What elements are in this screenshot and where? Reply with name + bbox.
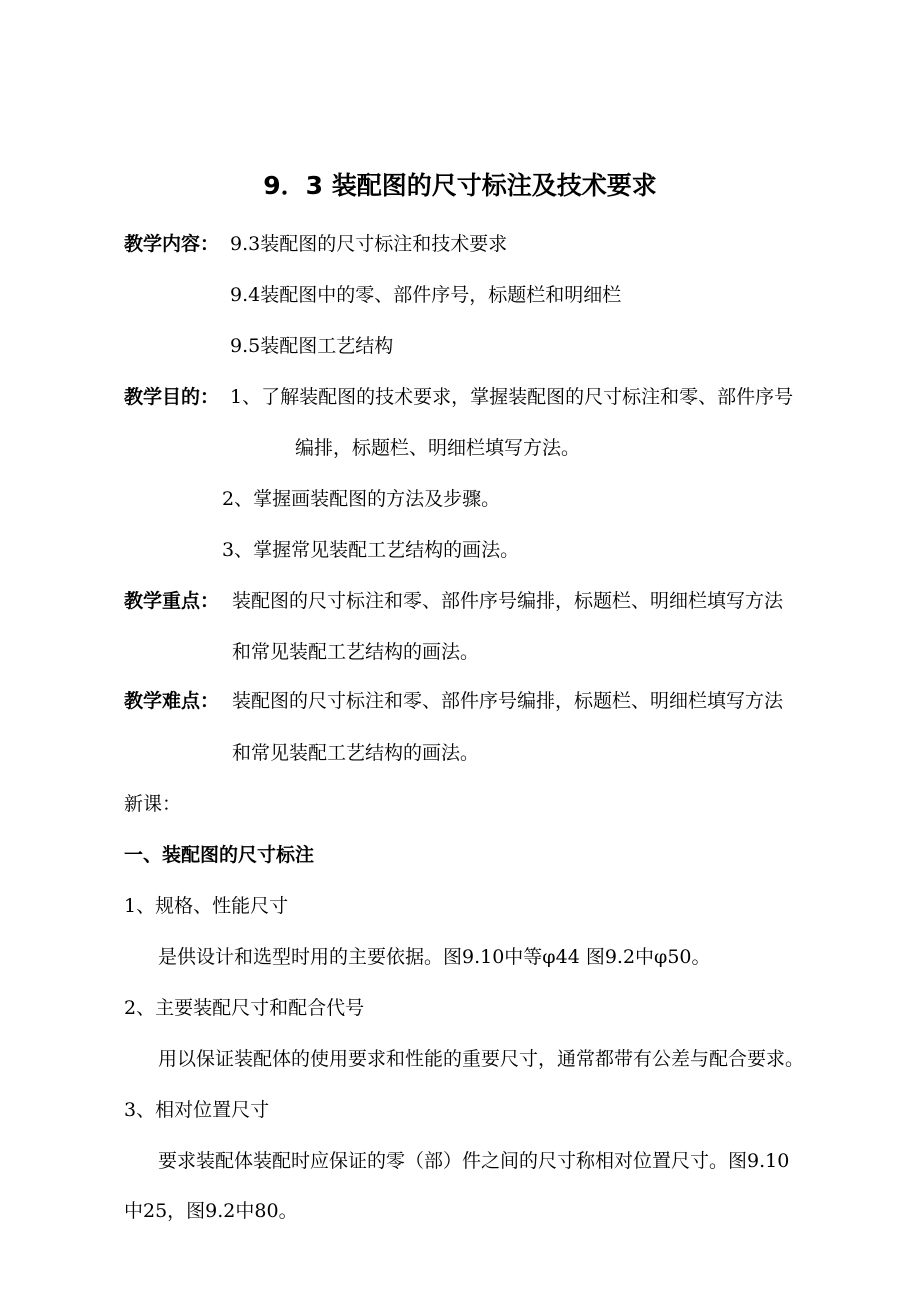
- teaching-goal-item-1-cont: 编排，标题栏、明细栏填写方法。: [295, 437, 581, 459]
- subsection-heading-1: 1、规格、性能尺寸: [124, 895, 289, 917]
- teaching-content-item-3: 9.5装配图工艺结构: [230, 335, 394, 357]
- difficulties-label: 教学难点：: [124, 690, 220, 712]
- section-heading: 一、装配图的尺寸标注: [124, 844, 315, 866]
- page-title: 9．3 装配图的尺寸标注及技术要求: [263, 171, 657, 200]
- subsection-text-3: 要求装配体装配时应保证的零（部）件之间的尺寸称相对位置尺寸。图9.10: [158, 1150, 790, 1172]
- key-points-line-2: 和常见装配工艺结构的画法。: [232, 641, 480, 663]
- subsection-heading-3: 3、相对位置尺寸: [124, 1099, 270, 1121]
- subsection-text-2: 用以保证装配体的使用要求和性能的重要尺寸，通常都带有公差与配合要求。: [158, 1048, 805, 1070]
- difficulties-line-2: 和常见装配工艺结构的画法。: [232, 742, 480, 764]
- new-lesson-label: 新课：: [124, 793, 182, 815]
- subsection-heading-2: 2、主要装配尺寸和配合代号: [124, 997, 365, 1019]
- key-points-line-1: 装配图的尺寸标注和零、部件序号编排，标题栏、明细栏填写方法: [232, 590, 784, 612]
- teaching-content-item-2: 9.4装配图中的零、部件序号，标题栏和明细栏: [230, 284, 622, 306]
- teaching-goal-item-3: 3、掌握常见装配工艺结构的画法。: [222, 539, 520, 561]
- teaching-goal-label: 教学目的：: [124, 386, 220, 408]
- key-points-label: 教学重点：: [124, 590, 220, 612]
- teaching-goal-item-1: 1、了解装配图的技术要求，掌握装配图的尺寸标注和零、部件序号: [230, 386, 794, 408]
- teaching-content-item-1: 9.3装配图的尺寸标注和技术要求: [230, 233, 508, 255]
- teaching-content-label: 教学内容：: [124, 233, 220, 255]
- subsection-text-3-cont: 中25，图9.2中80。: [124, 1200, 298, 1222]
- teaching-goal-item-2: 2、掌握画装配图的方法及步骤。: [222, 488, 501, 510]
- subsection-text-1: 是供设计和选型时用的主要依据。图9.10中等φ44 图9.2中φ50。: [158, 946, 711, 968]
- difficulties-line-1: 装配图的尺寸标注和零、部件序号编排，标题栏、明细栏填写方法: [232, 690, 784, 712]
